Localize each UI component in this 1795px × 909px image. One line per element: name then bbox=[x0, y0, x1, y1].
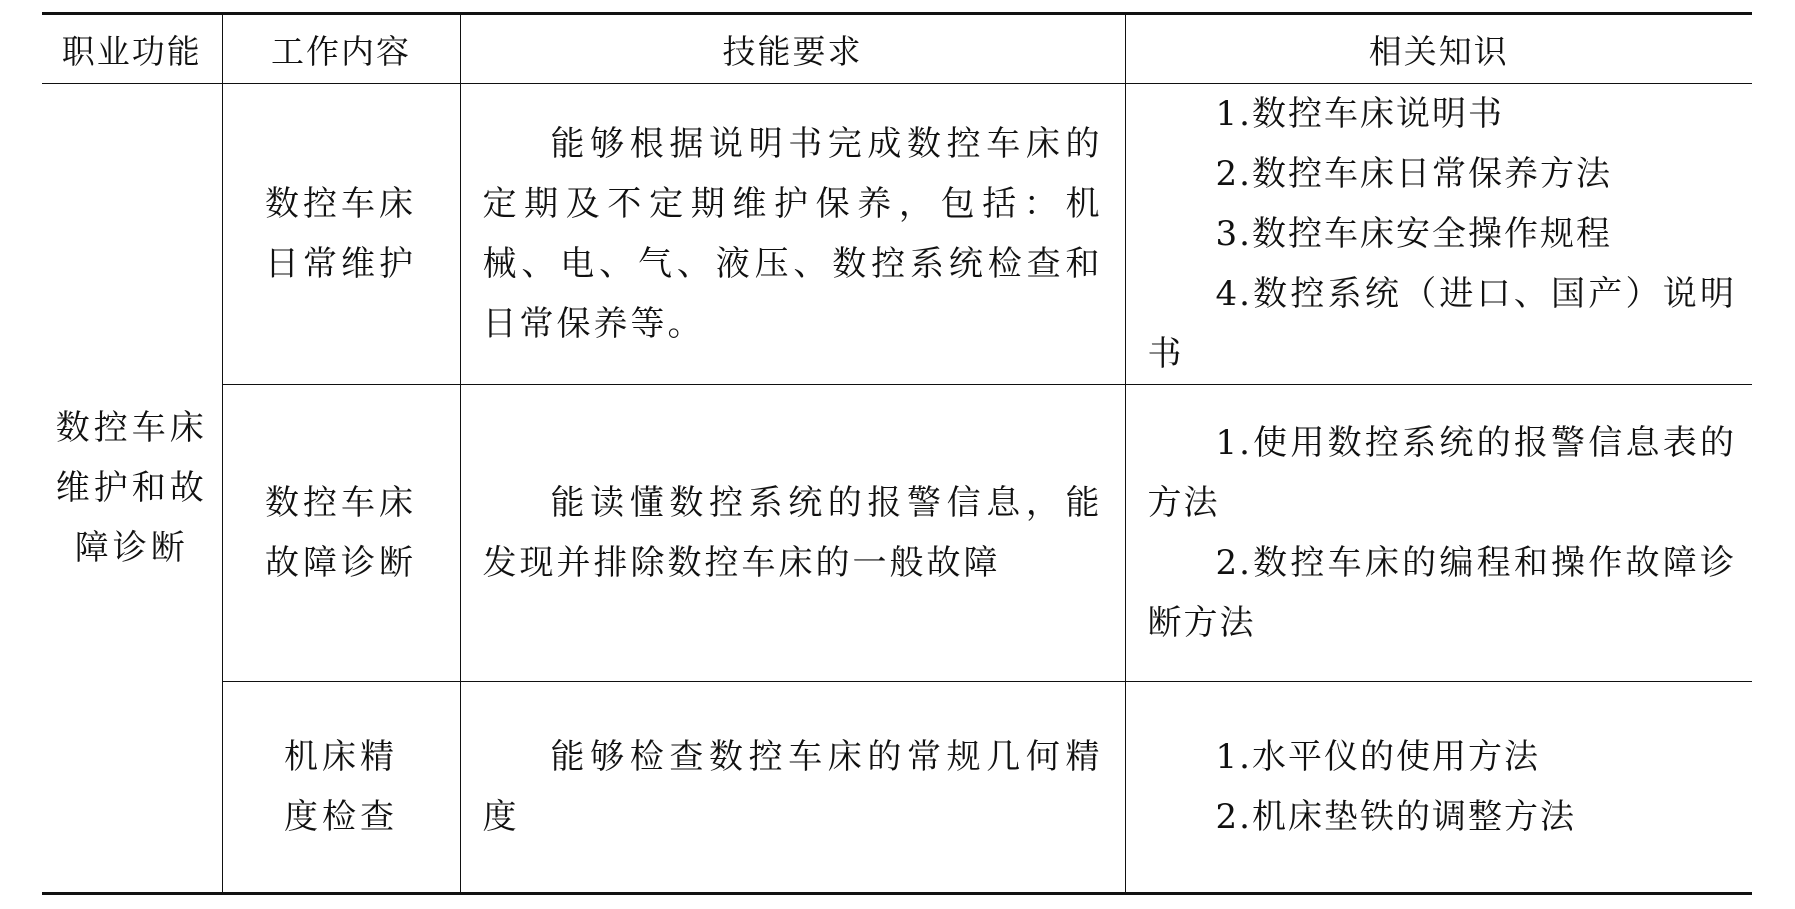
knowledge-item: 4.数控系统（进口、国产）说明书 bbox=[1147, 274, 1736, 374]
table-header-row bbox=[42, 14, 1752, 84]
function-cell bbox=[42, 84, 222, 894]
knowledge-item: 1.水平仪的使用方法 bbox=[1215, 737, 1540, 777]
work-content-line: 故障诊断 bbox=[265, 543, 417, 583]
function-line: 障诊断 bbox=[74, 528, 189, 568]
skills-table-container bbox=[42, 12, 1752, 895]
work-content-line: 度检查 bbox=[284, 797, 398, 837]
function-line: 维护和故 bbox=[55, 468, 208, 508]
knowledge-item: 3.数控车床安全操作规程 bbox=[1215, 214, 1612, 254]
skill-cell bbox=[460, 84, 1125, 385]
skill-text: 能够检查数控车床的常规几何精度 bbox=[482, 737, 1103, 837]
work-content-cell bbox=[222, 84, 460, 385]
table-row bbox=[42, 682, 1752, 894]
skill-cell bbox=[460, 682, 1125, 894]
work-content-cell bbox=[222, 682, 460, 894]
knowledge-item: 2.机床垫铁的调整方法 bbox=[1215, 797, 1576, 837]
work-content-line: 数控车床 bbox=[265, 483, 417, 523]
work-content-line: 机床精 bbox=[284, 737, 398, 777]
table-row bbox=[42, 385, 1752, 682]
knowledge-list bbox=[1126, 727, 1753, 847]
skill-cell bbox=[460, 385, 1125, 682]
knowledge-cell bbox=[1125, 385, 1752, 682]
work-content-line: 日常维护 bbox=[265, 244, 417, 284]
work-content-cell bbox=[222, 385, 460, 682]
knowledge-item: 2.数控车床的编程和操作故障诊断方法 bbox=[1147, 543, 1736, 643]
header-skill-requirements: 技能要求 bbox=[460, 14, 1125, 84]
skill-text: 能够根据说明书完成数控车床的定期及不定期维护保养，包括：机械、电、气、液压、数控系统检查和日常保养等。 bbox=[482, 124, 1103, 344]
work-content-line: 数控车床 bbox=[265, 184, 417, 224]
knowledge-item: 2.数控车床日常保养方法 bbox=[1215, 154, 1612, 194]
knowledge-list bbox=[1126, 413, 1753, 653]
header-related-knowledge: 相关知识 bbox=[1125, 14, 1752, 84]
function-line: 数控车床 bbox=[55, 408, 208, 448]
knowledge-list bbox=[1126, 84, 1753, 384]
skill-text: 能读懂数控系统的报警信息，能发现并排除数控车床的一般故障 bbox=[482, 483, 1103, 583]
skills-table bbox=[42, 12, 1752, 895]
knowledge-item: 1.使用数控系统的报警信息表的方法 bbox=[1147, 423, 1736, 523]
knowledge-item: 1.数控车床说明书 bbox=[1215, 94, 1504, 134]
table-row bbox=[42, 84, 1752, 385]
knowledge-cell bbox=[1125, 84, 1752, 385]
knowledge-cell bbox=[1125, 682, 1752, 894]
header-work-content: 工作内容 bbox=[222, 14, 460, 84]
header-function: 职业功能 bbox=[42, 14, 222, 84]
